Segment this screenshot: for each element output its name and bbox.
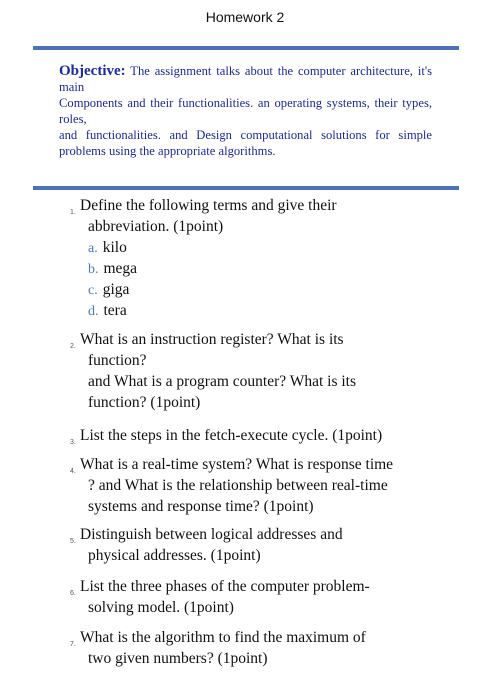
question-2 (70, 329, 357, 413)
question-number: 6. (70, 590, 76, 597)
objective-block (59, 63, 432, 159)
question-line: List the steps in the fetch-execute cycle. (1point) (80, 427, 383, 444)
page-title: Homework 2 (205, 9, 285, 25)
subitem-letter: c. (88, 283, 98, 298)
question-7 (70, 627, 366, 669)
subitem-text: tera (103, 302, 127, 319)
question-line: What is a real-time system? What is response time (80, 456, 394, 473)
question-number: 7. (70, 641, 76, 648)
question-line: systems and response time? (1point) (88, 498, 314, 515)
subitem-d (88, 300, 127, 322)
question-number: 1. (70, 209, 76, 216)
question-number: 2. (70, 343, 76, 350)
question-number: 4. (70, 468, 76, 475)
question-line: List the three phases of the computer problem- (80, 578, 370, 595)
subitem-letter: b. (88, 262, 99, 277)
objective-line-3: and functionalities. and Design computational solutions for simple problems using the appropriate algorithms. (59, 128, 432, 158)
question-line: What is an instruction register? What is its (80, 331, 344, 348)
question-line: two given numbers? (1point) (88, 650, 268, 667)
question-line: Define the following terms and give their (80, 197, 337, 214)
subitem-c (88, 279, 129, 301)
question-line: and What is a program counter? What is its (88, 373, 357, 390)
divider-bottom (33, 186, 459, 190)
question-line: Distinguish between logical addresses and (80, 526, 343, 543)
divider-top (33, 46, 459, 50)
subitem-text: kilo (102, 239, 127, 256)
question-line: ? and What is the relationship between real-time (88, 477, 388, 494)
question-number: 3. (70, 439, 76, 446)
subitem-letter: d. (88, 304, 99, 319)
question-line: function? (1point) (88, 394, 201, 411)
subitem-a (88, 237, 127, 259)
subitem-text: mega (103, 260, 138, 277)
question-line: abbreviation. (1point) (88, 218, 224, 235)
objective-label: Objective: (59, 63, 126, 79)
subitem-text: giga (102, 281, 130, 298)
question-line: physical addresses. (1point) (88, 547, 261, 564)
question-line: function? (88, 352, 147, 369)
question-1 (70, 195, 337, 237)
subitem-letter: a. (88, 241, 98, 256)
question-5 (70, 524, 343, 566)
objective-line-2: Components and their functionalities. an operating systems, their types, roles, (59, 96, 432, 126)
question-6 (70, 576, 370, 618)
question-line: solving model. (1point) (88, 599, 234, 616)
question-3 (70, 425, 383, 446)
subitem-b (88, 258, 137, 280)
question-number: 5. (70, 538, 76, 545)
objective-line-1: The assignment talks about the computer architecture, it's main (59, 64, 432, 94)
question-4 (70, 454, 394, 517)
question-line: What is the algorithm to find the maximum of (80, 629, 366, 646)
